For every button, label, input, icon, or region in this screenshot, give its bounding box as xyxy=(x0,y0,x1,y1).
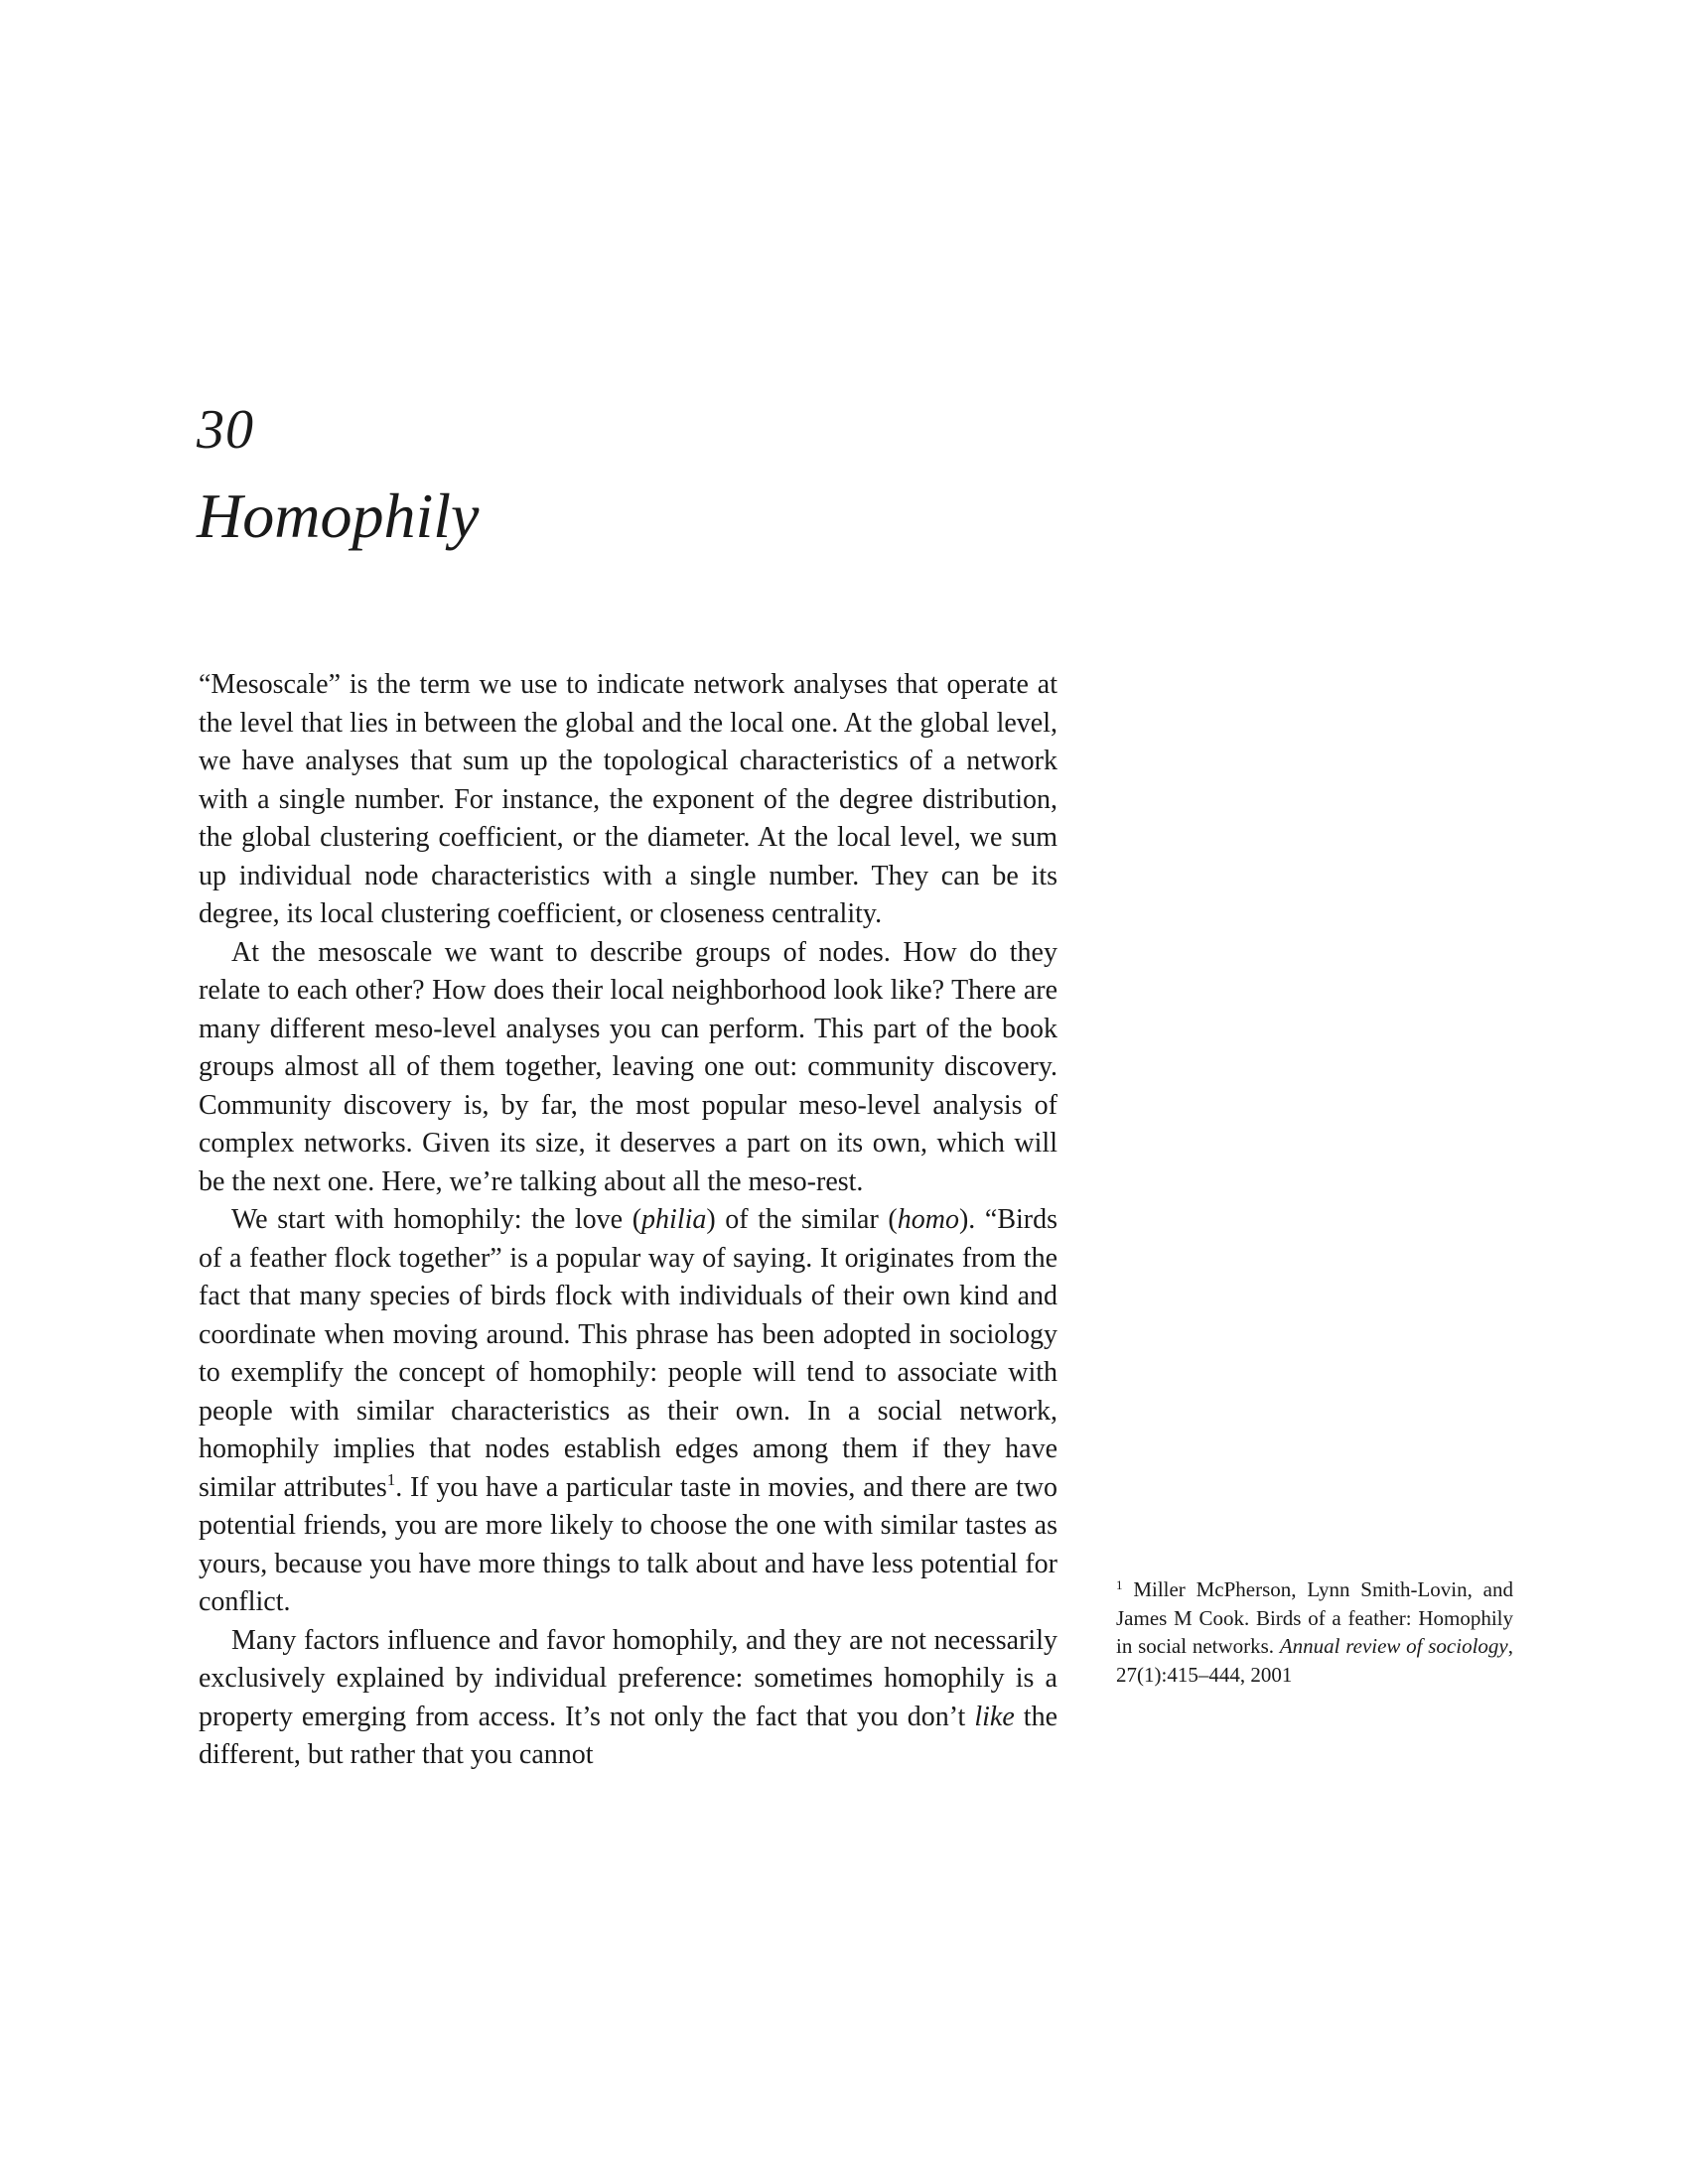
paragraph-homophily-factors xyxy=(199,1622,1057,1775)
chapter-title: Homophily xyxy=(197,480,480,551)
citation-journal: Annual review of sociology xyxy=(1279,1634,1508,1658)
text-run: ). “Birds of a feather flock together” is a popular way of saying. It originates from the fact that many species of birds flock with individuals of their own kind and coordinate when moving around. This phrase has been adopted in sociology to exemplify the concept of homophily: people will tend to associate with people with similar characteristics as their own. In a social network, homophily implies that nodes establish edges among them if they have similar attributes xyxy=(199,1204,1057,1503)
paragraph-mesoscale-groups: At the mesoscale we want to describe groups of nodes. How do they relate to each other? How does their local neighborhood look like? There are many different meso-level analyses you can perform. This part of the book groups almost all of them together, leaving one out: community discovery. Community discovery is, by far, the most popular meso-level analysis of complex networks. Given its size, it deserves a part on its own, which will be the next one. Here, we’re talking about all the meso-rest. xyxy=(199,936,1057,1197)
citation-details: , 27(1):415–444, 2001 xyxy=(1116,1634,1513,1687)
citation-authors: Miller McPherson, Lynn Smith-Lovin, and James M Cook. xyxy=(1116,1577,1514,1630)
text-run: We start with homophily: the love ( xyxy=(231,1204,642,1235)
citation-title: Birds of a feather: Homophily in social networks. xyxy=(1116,1605,1513,1658)
sidenote-mark: 1 xyxy=(1116,1577,1123,1592)
text-run: ) of the similar ( xyxy=(706,1204,898,1235)
text-run: Many factors influence and favor homophily, and they are not necessarily exclusively explained by individual preference: sometimes homophily is a property emerging from access. It’s not only the fact that you don’t xyxy=(199,1624,1057,1732)
text-run: the different, but rather that you cannot xyxy=(199,1701,1057,1770)
paragraph-homophily-definition xyxy=(199,1201,1057,1622)
chapter-number: 30 xyxy=(197,399,254,461)
body-text xyxy=(199,666,1057,1775)
term-homo: homo xyxy=(897,1204,959,1235)
footnote-reference[interactable]: 1 xyxy=(386,1469,396,1489)
text-run: . If you have a particular taste in movies, and there are two potential friends, you are more likely to choose the one with similar tastes as yours, because you have more things to talk about and have less potential for conflict. xyxy=(199,1471,1057,1617)
term-philia: philia xyxy=(641,1204,707,1235)
emphasis-like: like xyxy=(974,1701,1015,1732)
paragraph-mesoscale-intro: “Mesoscale” is the term we use to indicate network analyses that operate at the level that lies in between the global and the local one. At the global level, we have analyses that sum up the topological characteristics of a network with a single number. For instance, the exponent of the degree distribution, the global clustering coefficient, or the diameter. At the local level, we sum up individual node characteristics with a single number. They can be its degree, its local clustering coefficient, or closeness centrality. xyxy=(199,669,1057,929)
sidenote-citation xyxy=(1116,1575,1513,1689)
